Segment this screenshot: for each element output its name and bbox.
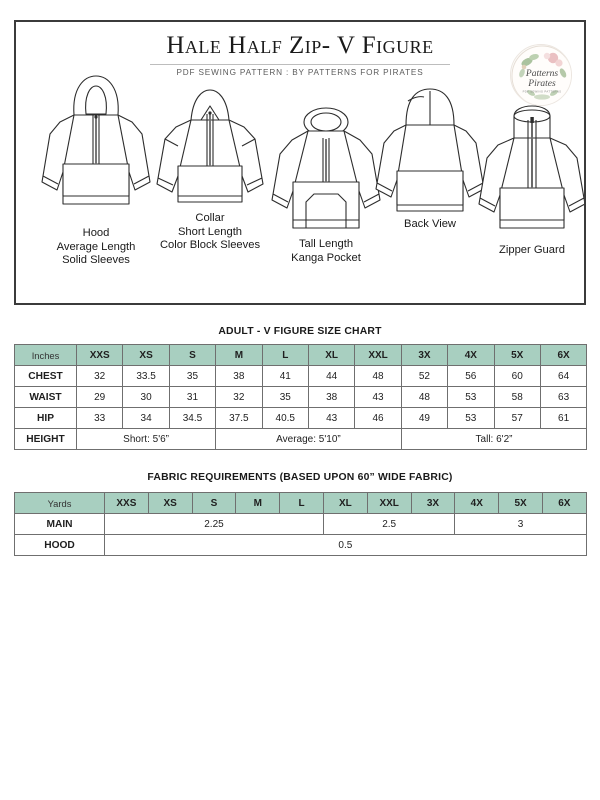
illustration-panel [14, 20, 586, 305]
page-subtitle: PDF SEWING PATTERN : BY PATTERNS FOR PIRATES [176, 68, 424, 77]
size-header-m: M [216, 345, 262, 366]
cell-chest-4x: 56 [448, 366, 494, 387]
row-label-chest: CHEST [15, 366, 77, 387]
fabric-chart-title: FABRIC REQUIREMENTS (BASED UPON 60” WIDE FABRIC) [147, 472, 453, 483]
caption-line: Kanga Pocket [291, 251, 361, 264]
cell-hip-xxs: 33 [77, 408, 123, 429]
hood-group-all: 0.5 [105, 535, 587, 556]
cell-hip-4x: 53 [448, 408, 494, 429]
height-group-short: Short: 5'6” [77, 429, 216, 450]
fabric-requirements-table [14, 492, 587, 556]
fabric-size-header-xs: XS [148, 493, 192, 514]
cell-waist-5x: 58 [494, 387, 540, 408]
caption-tall-length-kanga-pocket [256, 238, 396, 265]
cell-waist-m: 32 [216, 387, 262, 408]
table-row [15, 366, 587, 387]
caption-line: Color Block Sleeves [159, 239, 261, 252]
cell-chest-xxl: 48 [355, 366, 401, 387]
figure-zipper-guard [466, 100, 586, 245]
cell-hip-3x: 49 [401, 408, 447, 429]
fabric-size-header-6x: 6X [542, 493, 586, 514]
fabric-size-header-xxl: XXL [367, 493, 411, 514]
size-header-6x: 6X [540, 345, 586, 366]
caption-hood-average-length-solid-sleeves [30, 227, 162, 268]
main-group-large: 3 [455, 514, 586, 535]
fabric-size-header-5x: 5X [499, 493, 543, 514]
cell-chest-5x: 60 [494, 366, 540, 387]
caption-line: Tall Length [298, 238, 354, 250]
cell-waist-6x: 63 [540, 387, 586, 408]
cell-waist-l: 35 [262, 387, 308, 408]
row-label-hip: HIP [15, 408, 77, 429]
row-label-hood: HOOD [15, 535, 105, 556]
caption-line: Solid Sleeves [62, 254, 130, 267]
size-header-s: S [169, 345, 215, 366]
cell-waist-xs: 30 [123, 387, 169, 408]
size-chart-title: ADULT - V FIGURE SIZE CHART [218, 326, 382, 337]
fabric-chart-header-row [15, 493, 587, 514]
caption-zipper-guard [462, 244, 586, 258]
cell-hip-5x: 57 [494, 408, 540, 429]
logo-graphic [511, 45, 572, 106]
title-block [16, 32, 584, 77]
cell-hip-6x: 61 [540, 408, 586, 429]
size-header-4x: 4X [448, 345, 494, 366]
cell-hip-xxl: 46 [355, 408, 401, 429]
caption-line: Zipper Guard [499, 244, 565, 256]
main-group-small: 2.25 [105, 514, 324, 535]
caption-line: Collar [195, 212, 225, 224]
cell-chest-l: 41 [262, 366, 308, 387]
size-header-5x: 5X [494, 345, 540, 366]
height-group-average: Average: 5'10” [216, 429, 402, 450]
brand-logo [510, 44, 572, 106]
fabric-size-header-xl: XL [323, 493, 367, 514]
cell-hip-l: 40.5 [262, 408, 308, 429]
cell-chest-6x: 64 [540, 366, 586, 387]
fabric-size-header-l: L [280, 493, 324, 514]
table-row [15, 387, 587, 408]
size-chart-corner-label: Inches [15, 345, 77, 366]
caption-line: Back View [403, 218, 457, 230]
cell-chest-s: 35 [169, 366, 215, 387]
height-group-tall: Tall: 6'2” [401, 429, 587, 450]
row-label-height: HEIGHT [15, 429, 77, 450]
cell-waist-3x: 48 [401, 387, 447, 408]
fabric-size-header-3x: 3X [411, 493, 455, 514]
cell-waist-xl: 38 [308, 387, 354, 408]
fabric-size-header-m: M [236, 493, 280, 514]
caption-line: Hood [82, 227, 110, 239]
cell-hip-xs: 34 [123, 408, 169, 429]
fabric-size-header-s: S [192, 493, 236, 514]
cell-chest-3x: 52 [401, 366, 447, 387]
size-chart-header-row [15, 345, 587, 366]
title-divider [150, 64, 450, 65]
size-header-xxl: XXL [355, 345, 401, 366]
row-label-main: MAIN [15, 514, 105, 535]
size-header-3x: 3X [401, 345, 447, 366]
size-header-xl: XL [308, 345, 354, 366]
cell-chest-xxs: 32 [77, 366, 123, 387]
fabric-size-header-4x: 4X [455, 493, 499, 514]
table-row [15, 514, 587, 535]
caption-line: Average Length [56, 240, 136, 253]
cell-chest-xs: 33.5 [123, 366, 169, 387]
page-title: Hale Half Zip- V Figure [166, 32, 434, 59]
figure-collar-short-length-color-block-sleeves [144, 84, 276, 219]
table-row [15, 535, 587, 556]
cell-waist-xxl: 43 [355, 387, 401, 408]
cell-chest-xl: 44 [308, 366, 354, 387]
caption-line: Short Length [177, 225, 243, 238]
cell-chest-m: 38 [216, 366, 262, 387]
svg-text:Patterns: Patterns [525, 69, 559, 79]
row-label-waist: WAIST [15, 387, 77, 408]
cell-hip-xl: 43 [308, 408, 354, 429]
size-chart-table [14, 344, 587, 450]
cell-waist-s: 31 [169, 387, 215, 408]
size-header-xxs: XXS [77, 345, 123, 366]
main-group-medium: 2.5 [323, 514, 454, 535]
cell-waist-xxs: 29 [77, 387, 123, 408]
size-header-xs: XS [123, 345, 169, 366]
fabric-size-header-xxs: XXS [105, 493, 149, 514]
cell-hip-m: 37.5 [216, 408, 262, 429]
table-row [15, 408, 587, 429]
size-header-l: L [262, 345, 308, 366]
svg-text:PDF SEWING PATTERNS: PDF SEWING PATTERNS [522, 89, 562, 94]
cell-hip-s: 34.5 [169, 408, 215, 429]
fabric-chart-corner-label: Yards [15, 493, 105, 514]
table-row-height [15, 429, 587, 450]
svg-text:Pirates: Pirates [528, 79, 556, 89]
cell-waist-4x: 53 [448, 387, 494, 408]
figure-hood-average-length-solid-sleeves [30, 72, 162, 217]
